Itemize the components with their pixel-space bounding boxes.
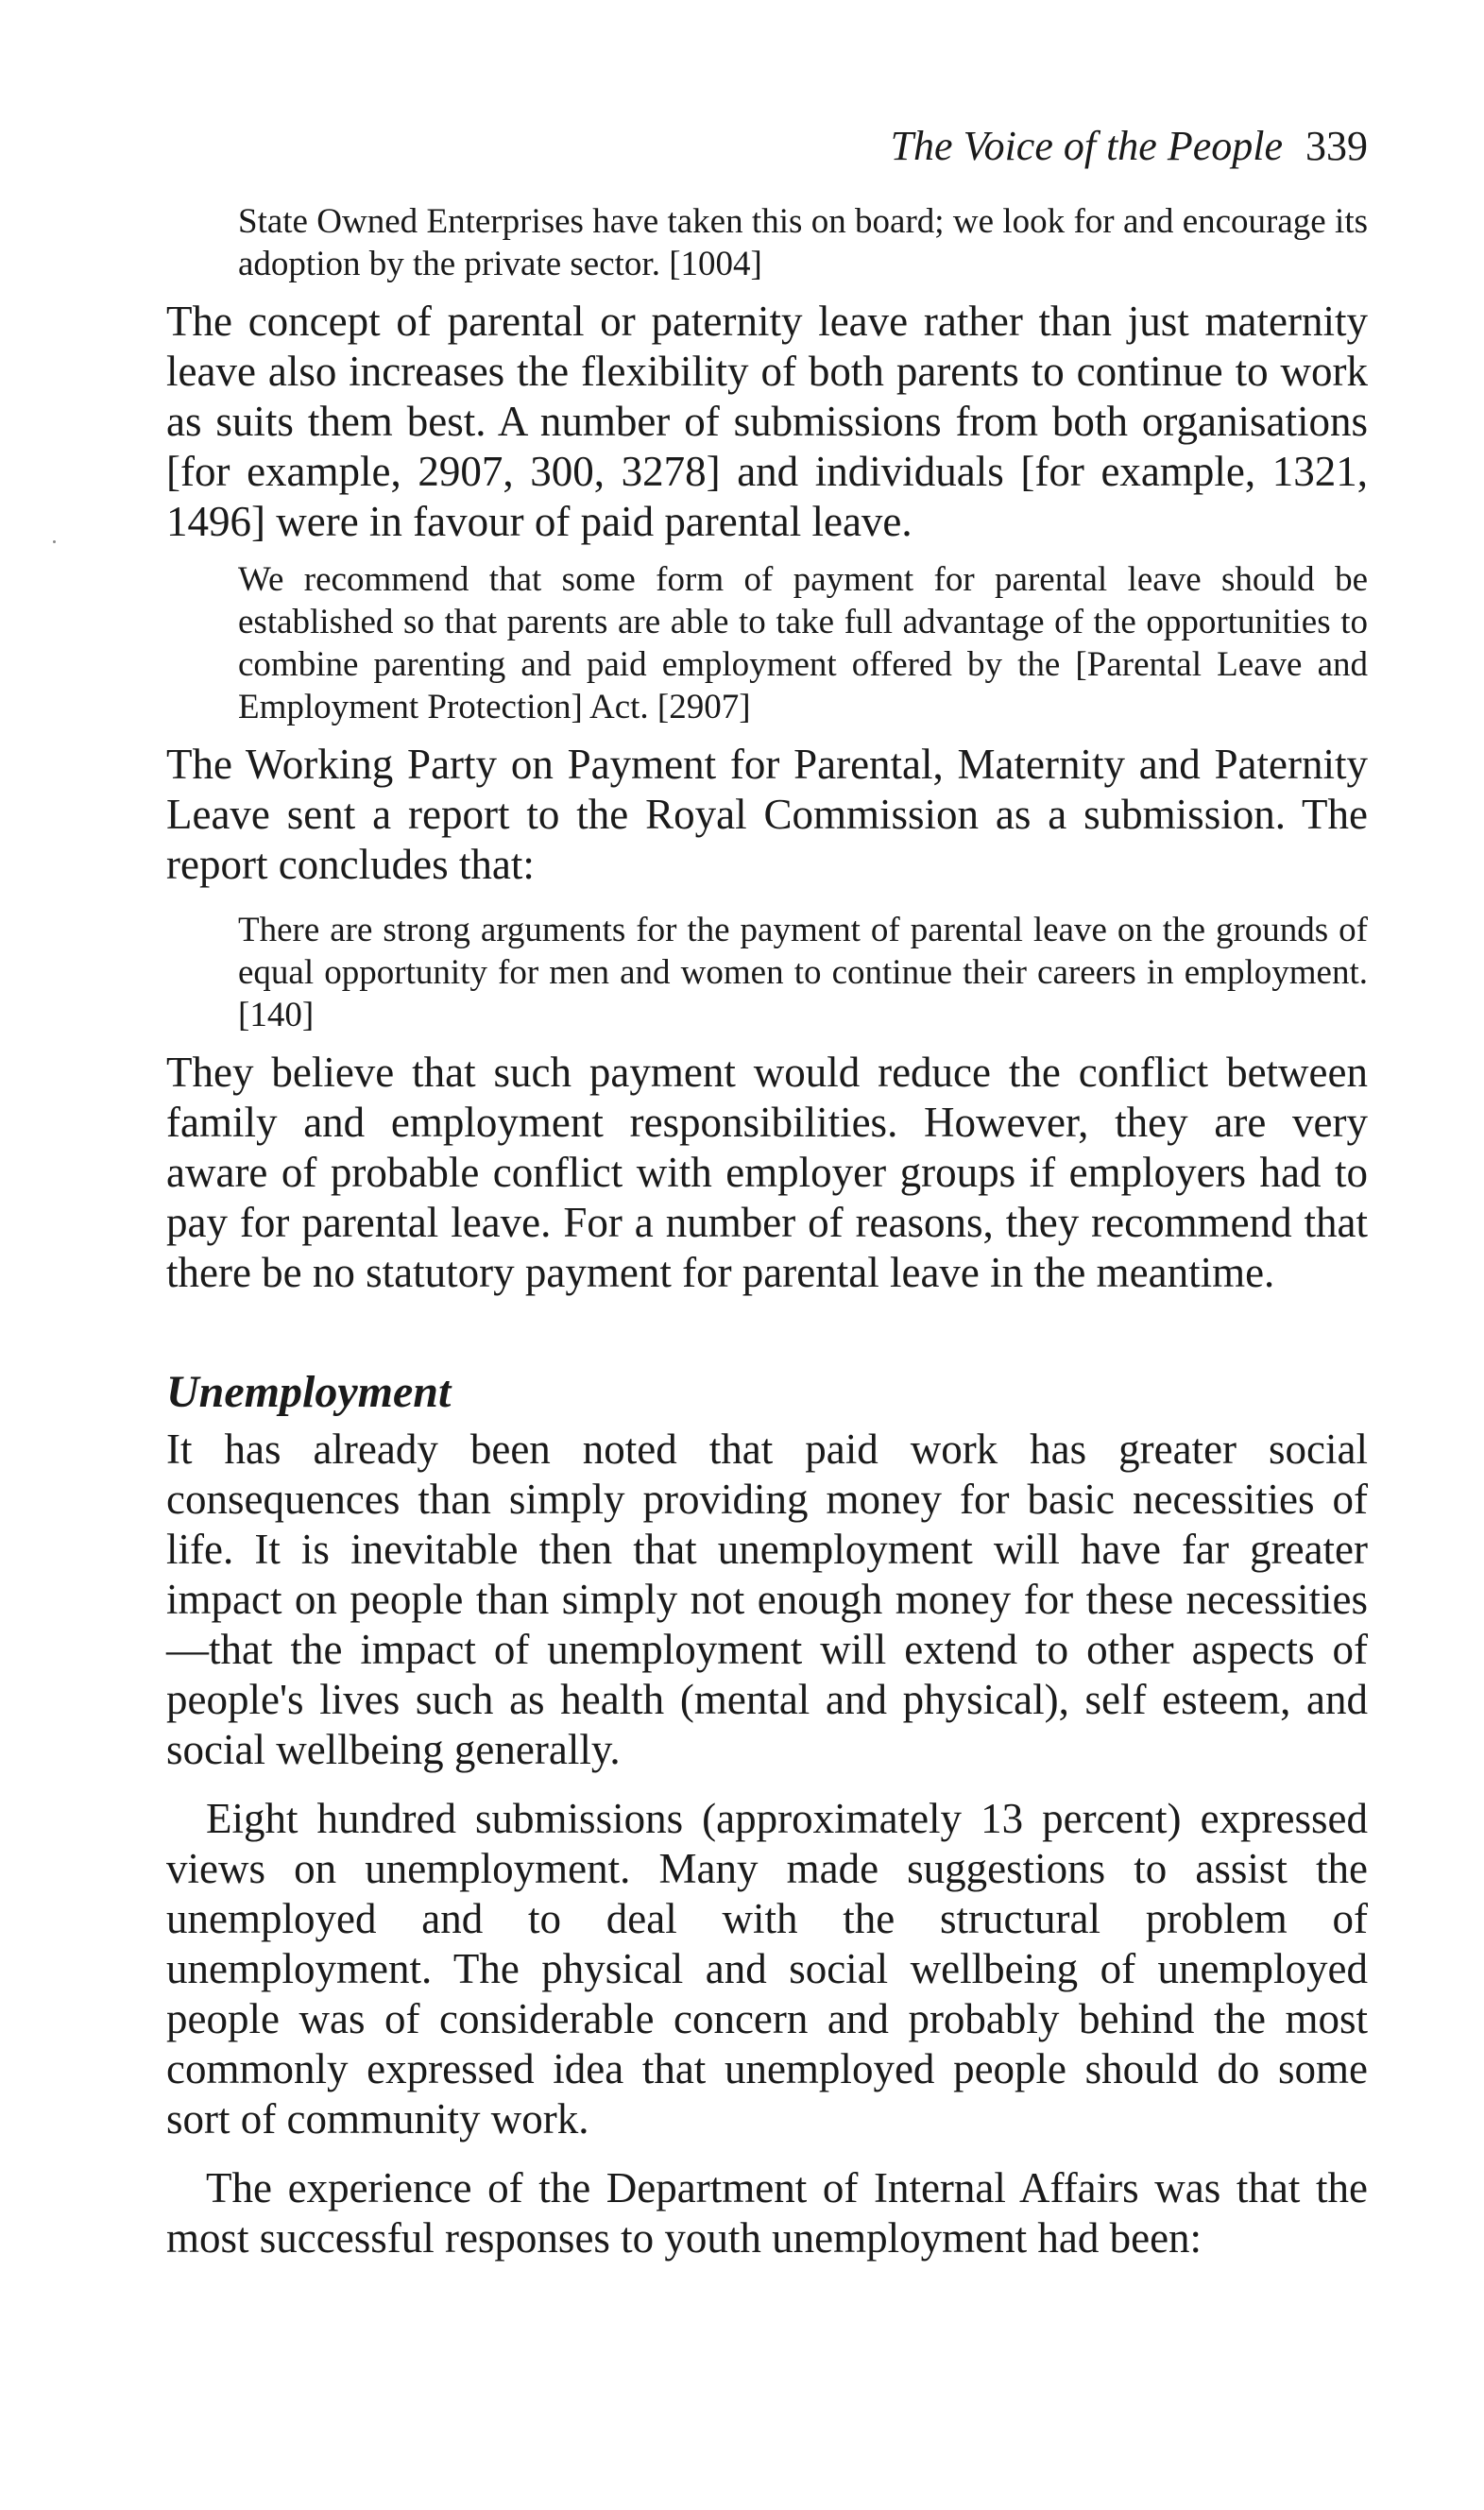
running-head (891, 121, 1368, 172)
page-body (166, 200, 1368, 2263)
body-paragraph: The Working Party on Payment for Parental, Maternity and Paternity Leave sent a report to the Royal Commission as a submission. The report concludes that: (166, 741, 1368, 888)
body-paragraph: It has already been noted that paid work has greater social consequences than simply providing money for basic necessities of life. It is inevitable then that unemployment will have far greater impact on people than simply not enough money for these necessities—that the impact of unemployment will extend to other aspects of people's lives such as health (mental and physical), self esteem, and social wellbeing generally. (166, 1426, 1368, 1773)
body-paragraph: The concept of parental or paternity leave rather than just maternity leave also increases the flexibility of both parents to continue to work as suits them best. A number of submissions from both organisations [for example, 2907, 300, 3278] and individuals [for example, 1321, 1496] were in favour of paid parental leave. (166, 298, 1368, 545)
margin-speck (53, 540, 56, 543)
block-quote: State Owned Enterprises have taken this on board; we look for and encourage its adoption by the private sector. [1004] (238, 202, 1368, 283)
section-heading: Unemployment (166, 1367, 452, 1417)
body-paragraph: The experience of the Department of Internal Affairs was that the most successful responses to youth unemployment had been: (166, 2164, 1368, 2262)
running-title: The Voice of the People (890, 123, 1283, 169)
block-quote: There are strong arguments for the payment of parental leave on the grounds of equal opportunity for men and women to continue their careers in employment. [140] (238, 911, 1368, 1034)
body-paragraph: They believe that such payment would reduce the conflict between family and employment responsibilities. However, they are very aware of probable conflict with employer groups if employers had to pay for parental leave. For a number of reasons, they recommend that there be no statutory payment for parental leave in the meantime. (166, 1049, 1368, 1296)
page-number: 339 (1305, 123, 1368, 169)
block-quote: We recommend that some form of payment for parental leave should be established so that parents are able to take full advantage of the opportunities to combine parenting and paid employment offered by the [Parental Leave and Employment Protection] Act. [2907] (238, 560, 1368, 726)
body-paragraph: Eight hundred submissions (approximately 13 percent) expressed views on unemployment. Many made suggestions to assist the unemployed and to deal with the structural problem of unemployment. The physical and social wellbeing of unemployed people was of considerable concern and probably behind the most commonly expressed idea that unemployed people should do some sort of community work. (166, 1795, 1368, 2143)
